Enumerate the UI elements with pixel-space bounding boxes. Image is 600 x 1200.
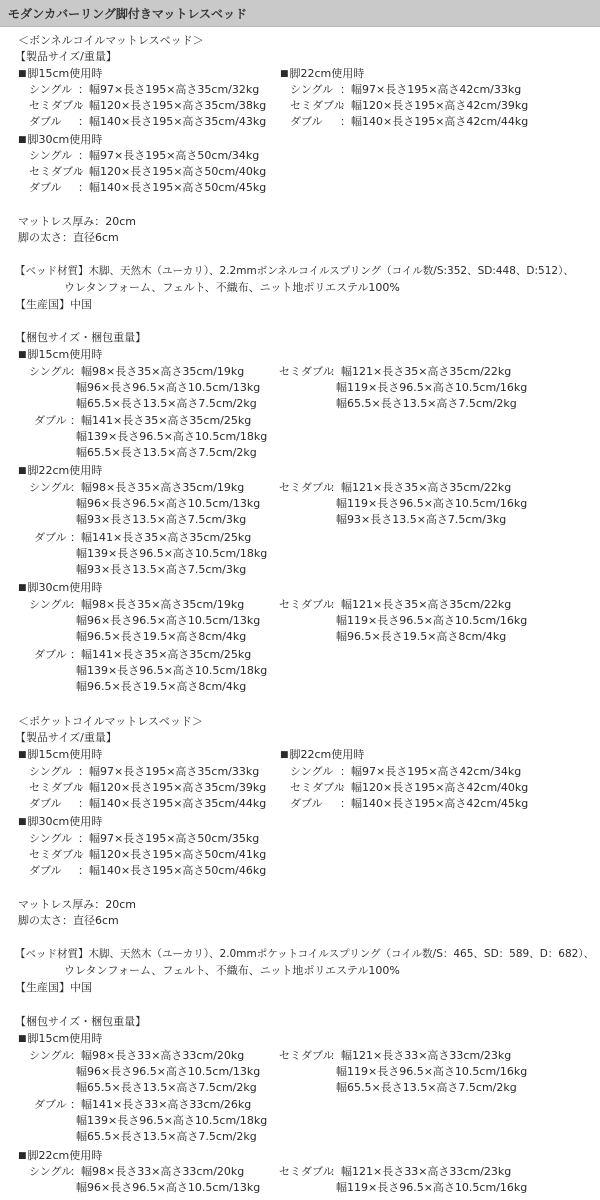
bonnell-pack-leg30-label: ■ 脚30cm使用時 (18, 580, 102, 597)
bonnell-leg30-type: セミダブル (29, 165, 84, 178)
pack-line: 幅119×長さ96.5×高さ10.5cm/16kg (336, 1181, 528, 1194)
pack-line: 幅93×長さ13.5×高さ7.5cm/3kg (76, 513, 247, 526)
pocket-material: 【ベッド材質】木脚、天然木（ユーカリ）、2.0mmポケットコイルスプリング（コイル数/S：465、SD：589、D：682）、 (15, 948, 595, 960)
pack-type-semi: セミダブル (279, 598, 334, 611)
bonnell-leg15-type: ダブル (29, 115, 62, 128)
pocket-origin: 【生産国】中国 (15, 981, 92, 994)
bonnell-heading: ＜ボンネルコイルマットレスベッド＞ (18, 34, 204, 47)
pocket-material-cont: ウレタンフォーム、フェルト、不織布、ニット地ポリエステル100% (64, 964, 400, 977)
pocket-leg30-type: シングル (29, 832, 73, 845)
bonnell-leg30-label: ■ 脚30cm使用時 (18, 132, 102, 149)
bonnell-leg-width: 脚の太さ：直径6cm (18, 231, 119, 244)
pack-type-semi: セミダブル (279, 365, 334, 378)
bonnell-leg22-spec: ：幅97×長さ195×高さ42cm/33kg (340, 83, 522, 96)
pack-line: 幅65.5×長さ13.5×高さ7.5cm/2kg (76, 446, 257, 459)
pack-line: ：幅121×長さ35×高さ35cm/22kg (330, 365, 512, 378)
bonnell-leg15-spec: ：幅97×長さ195×高さ35cm/32kg (78, 83, 260, 96)
pocket-leg30-type: セミダブル (29, 848, 84, 861)
pack-line: ：幅121×長さ33×高さ33cm/23kg (330, 1049, 512, 1062)
bonnell-thickness: マットレス厚み：20cm (18, 215, 136, 228)
pocket-leg30-spec: ：幅120×長さ195×高さ50cm/41kg (78, 848, 267, 861)
pack-line: ：幅141×長さ35×高さ35cm/25kg (70, 414, 252, 427)
pocket-leg15-spec: ：幅120×長さ195×高さ35cm/39kg (78, 781, 267, 794)
pocket-pack-heading: 【梱包サイズ・梱包重量】 (15, 1015, 147, 1028)
pocket-leg30-spec: ：幅140×長さ195×高さ50cm/46kg (78, 864, 267, 877)
bonnell-leg22-type: ダブル (290, 115, 323, 128)
bonnell-leg22-spec: ：幅140×長さ195×高さ42cm/44kg (340, 115, 529, 128)
pack-type-double: ダブル (34, 1098, 67, 1111)
pocket-pack-leg22-label: ■ 脚22cm使用時 (18, 1148, 102, 1165)
pocket-leg15-label: ■ 脚15cm使用時 (18, 747, 102, 764)
pack-line: 幅119×長さ96.5×高さ10.5cm/16kg (336, 381, 528, 394)
bonnell-material: 【ベッド材質】木脚、天然木（ユーカリ）、2.2mmボンネルコイルスプリング（コイル数/S:352、SD:448、D:512）、 (15, 265, 574, 277)
pack-type-single: シングル (29, 1049, 73, 1062)
pocket-leg22-type: セミダブル (290, 781, 345, 794)
pack-line: 幅96×長さ96.5×高さ10.5cm/13kg (76, 497, 261, 510)
pocket-leg15-type: セミダブル (29, 781, 84, 794)
bonnell-pack-leg15-label: ■ 脚15cm使用時 (18, 347, 102, 364)
pack-line: 幅119×長さ96.5×高さ10.5cm/16kg (336, 614, 528, 627)
header-bar (0, 0, 600, 27)
bonnell-leg30-spec: ：幅120×長さ195×高さ50cm/40kg (78, 165, 267, 178)
bonnell-leg22-label: ■ 脚22cm使用時 (280, 66, 364, 83)
bonnell-leg22-type: セミダブル (290, 99, 345, 112)
pocket-leg15-type: ダブル (29, 797, 62, 810)
pack-line: 幅93×長さ13.5×高さ7.5cm/3kg (336, 513, 507, 526)
pocket-leg22-type: シングル (290, 765, 334, 778)
bonnell-leg15-type: セミダブル (29, 99, 84, 112)
pack-type-single: シングル (29, 481, 73, 494)
pack-line: 幅96×長さ96.5×高さ10.5cm/13kg (76, 614, 261, 627)
pack-type-semi: セミダブル (279, 481, 334, 494)
pack-type-single: シングル (29, 365, 73, 378)
bonnell-leg15-type: シングル (29, 83, 73, 96)
pocket-leg22-spec: ：幅120×長さ195×高さ42cm/40kg (340, 781, 529, 794)
pack-type-double: ダブル (34, 648, 67, 661)
bonnell-origin: 【生産国】中国 (15, 298, 92, 311)
pack-line: 幅96×長さ96.5×高さ10.5cm/13kg (76, 1065, 261, 1078)
pack-line: ：幅141×長さ35×高さ35cm/25kg (70, 648, 252, 661)
bonnell-leg22-type: シングル (290, 83, 334, 96)
pocket-size-heading: 【製品サイズ/重量】 (15, 731, 117, 744)
pack-line: ：幅98×長さ33×高さ33cm/20kg (70, 1165, 245, 1178)
pack-line: ：幅121×長さ33×高さ33cm/23kg (330, 1165, 512, 1178)
pack-line: 幅96×長さ96.5×高さ10.5cm/13kg (76, 381, 261, 394)
pack-line: 幅139×長さ96.5×高さ10.5cm/18kg (76, 664, 268, 677)
pack-line: ：幅98×長さ33×高さ33cm/20kg (70, 1049, 245, 1062)
pocket-pack-leg15-label: ■ 脚15cm使用時 (18, 1031, 102, 1048)
pocket-heading: ＜ポケットコイルマットレスベッド＞ (18, 715, 203, 728)
pack-line: ：幅141×長さ33×高さ33cm/26kg (70, 1098, 252, 1111)
bonnell-leg15-spec: ：幅140×長さ195×高さ35cm/43kg (78, 115, 267, 128)
bonnell-leg30-type: ダブル (29, 181, 62, 194)
pack-line: ：幅121×長さ35×高さ35cm/22kg (330, 481, 512, 494)
pack-line: 幅65.5×長さ13.5×高さ7.5cm/2kg (336, 1081, 517, 1094)
pack-line: 幅139×長さ96.5×高さ10.5cm/18kg (76, 1114, 268, 1127)
page-title: モダンカバーリング脚付きマットレスベッド (8, 7, 248, 21)
pack-line: 幅65.5×長さ13.5×高さ7.5cm/2kg (76, 1130, 257, 1143)
pack-line: 幅139×長さ96.5×高さ10.5cm/18kg (76, 430, 268, 443)
pack-line: 幅119×長さ96.5×高さ10.5cm/16kg (336, 1065, 528, 1078)
pack-line: 幅96.5×長さ19.5×高さ8cm/4kg (76, 680, 247, 693)
pack-line: 幅119×長さ96.5×高さ10.5cm/16kg (336, 497, 528, 510)
pack-line: 幅96.5×長さ19.5×高さ8cm/4kg (76, 630, 247, 643)
pocket-leg-width: 脚の太さ：直径6cm (18, 914, 119, 927)
pocket-leg22-spec: ：幅97×長さ195×高さ42cm/34kg (340, 765, 522, 778)
pack-type-double: ダブル (34, 414, 67, 427)
pack-line: ：幅98×長さ35×高さ35cm/19kg (70, 598, 245, 611)
bonnell-leg30-type: シングル (29, 149, 73, 162)
pocket-leg15-spec: ：幅140×長さ195×高さ35cm/44kg (78, 797, 267, 810)
pocket-leg22-spec: ：幅140×長さ195×高さ42cm/45kg (340, 797, 529, 810)
pack-type-single: シングル (29, 598, 73, 611)
pocket-thickness: マットレス厚み：20cm (18, 898, 136, 911)
pack-type-semi: セミダブル (279, 1165, 334, 1178)
pack-type-single: シングル (29, 1165, 73, 1178)
pocket-leg22-type: ダブル (290, 797, 323, 810)
pocket-leg15-type: シングル (29, 765, 73, 778)
pocket-leg30-spec: ：幅97×長さ195×高さ50cm/35kg (78, 832, 260, 845)
pack-line: ：幅98×長さ35×高さ35cm/19kg (70, 365, 245, 378)
bonnell-leg15-spec: ：幅120×長さ195×高さ35cm/38kg (78, 99, 267, 112)
pack-type-semi: セミダブル (279, 1049, 334, 1062)
pack-line: 幅96×長さ96.5×高さ10.5cm/13kg (76, 1181, 261, 1194)
pocket-leg22-label: ■ 脚22cm使用時 (280, 747, 364, 764)
bonnell-pack-heading: 【梱包サイズ・梱包重量】 (15, 331, 147, 344)
bonnell-leg15-label: ■ 脚15cm使用時 (18, 66, 102, 83)
bonnell-material-cont: ウレタンフォーム、フェルト、不織布、ニット地ポリエステル100% (64, 281, 400, 294)
pack-line: ：幅141×長さ35×高さ35cm/25kg (70, 531, 252, 544)
pack-line: 幅139×長さ96.5×高さ10.5cm/18kg (76, 547, 268, 560)
bonnell-leg22-spec: ：幅120×長さ195×高さ42cm/39kg (340, 99, 529, 112)
bonnell-pack-leg22-label: ■ 脚22cm使用時 (18, 463, 102, 480)
pack-line: ：幅98×長さ35×高さ35cm/19kg (70, 481, 245, 494)
pocket-leg30-label: ■ 脚30cm使用時 (18, 814, 102, 831)
pack-line: ：幅121×長さ35×高さ35cm/22kg (330, 598, 512, 611)
pack-type-double: ダブル (34, 531, 67, 544)
pack-line: 幅65.5×長さ13.5×高さ7.5cm/2kg (76, 397, 257, 410)
bonnell-size-heading: 【製品サイズ/重量】 (15, 50, 117, 63)
pack-line: 幅93×長さ13.5×高さ7.5cm/3kg (76, 563, 247, 576)
pack-line: 幅65.5×長さ13.5×高さ7.5cm/2kg (76, 1081, 257, 1094)
pocket-leg15-spec: ：幅97×長さ195×高さ35cm/33kg (78, 765, 260, 778)
pack-line: 幅96.5×長さ19.5×高さ8cm/4kg (336, 630, 507, 643)
pack-line: 幅65.5×長さ13.5×高さ7.5cm/2kg (336, 397, 517, 410)
bonnell-leg30-spec: ：幅97×長さ195×高さ50cm/34kg (78, 149, 260, 162)
bonnell-leg30-spec: ：幅140×長さ195×高さ50cm/45kg (78, 181, 267, 194)
pocket-leg30-type: ダブル (29, 864, 62, 877)
